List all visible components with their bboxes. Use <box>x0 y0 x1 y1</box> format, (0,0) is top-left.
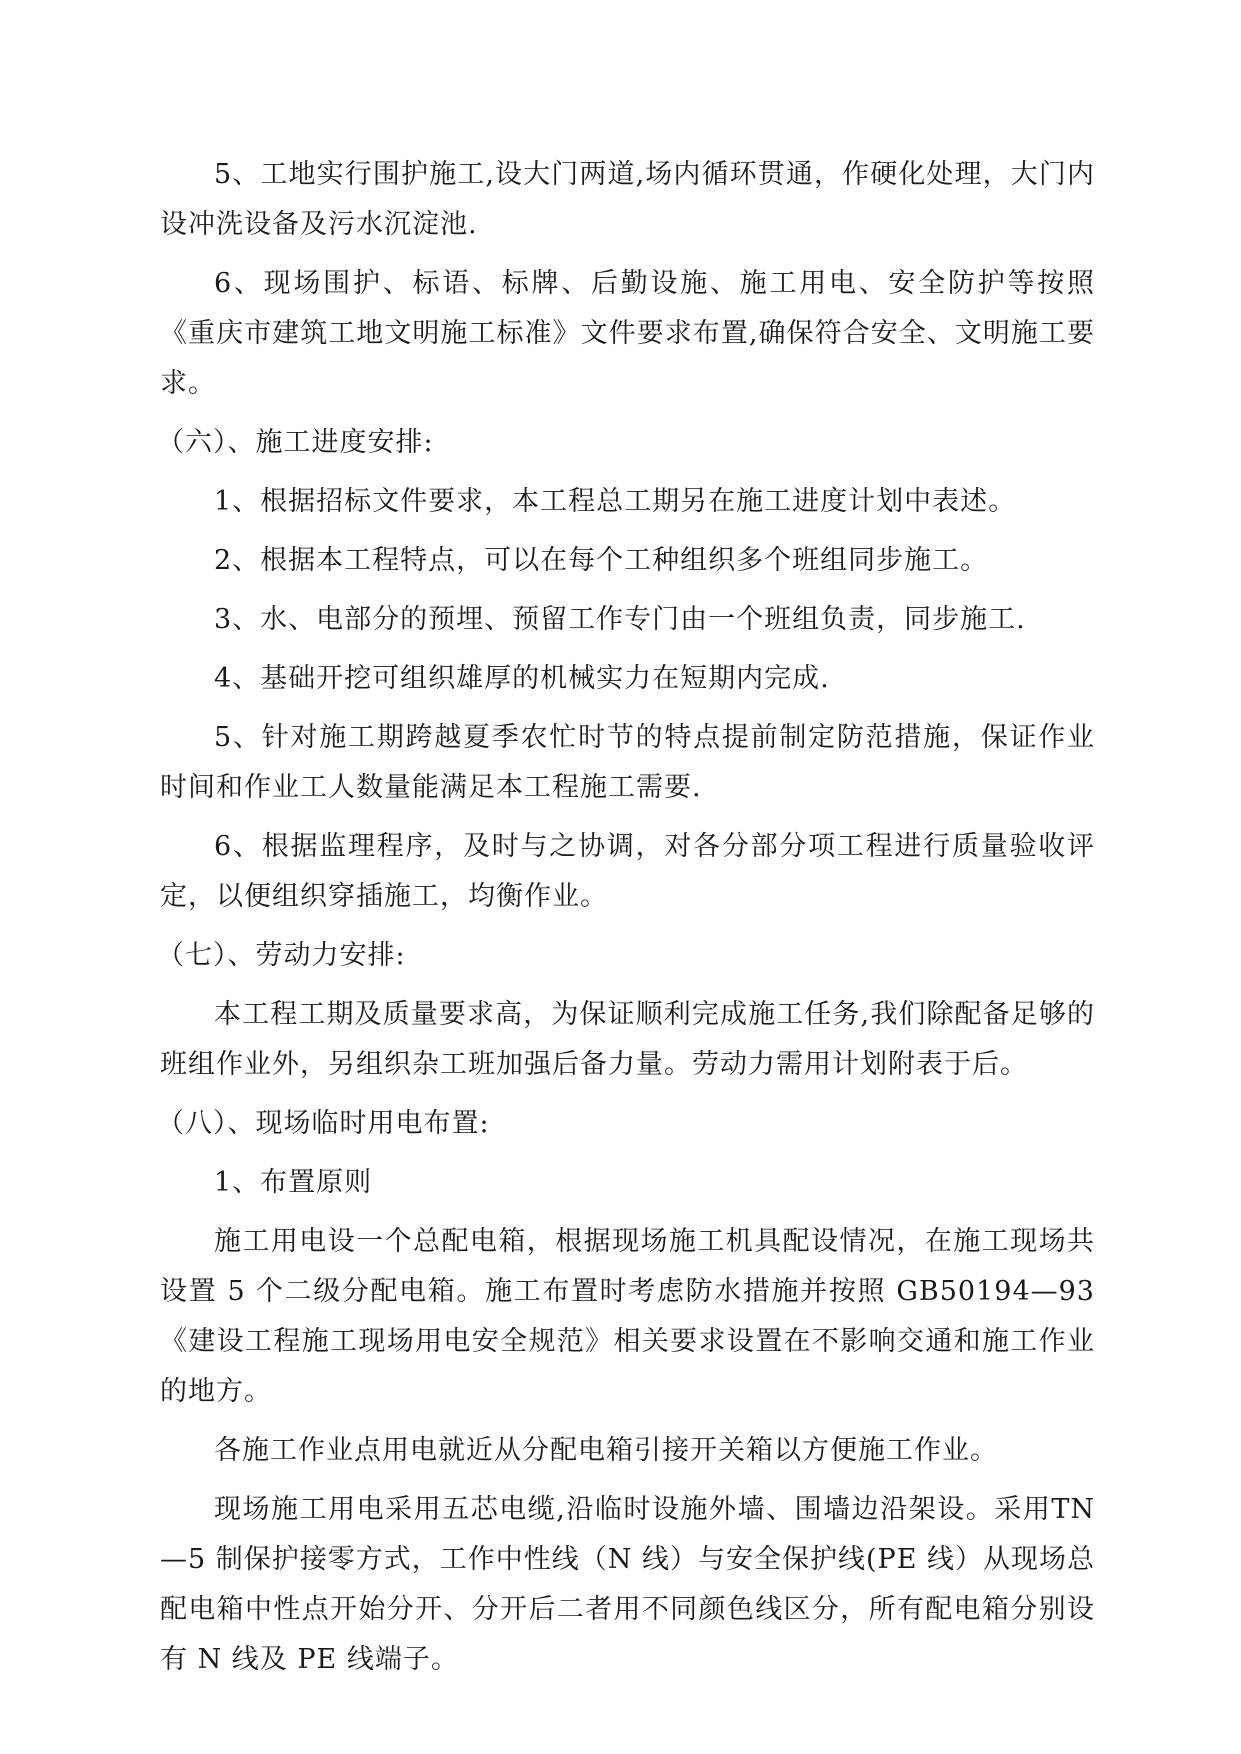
schedule-item-3: 3、水、电部分的预埋、预留工作专门由一个班组负责，同步施工. <box>214 604 1026 635</box>
cable-paragraph: 现场施工用电采用五芯电缆,沿临时设施外墙、围墙边沿架设。采用TN—5 制保护接零方式，工作中性线（N 线）与安全保护线(PE 线）从现场总配电箱中性点开始分开、分开后二者用不同颜色线区分，所有配电箱分别设有 N 线及 PE 线端子。 <box>160 1494 1095 1675</box>
paragraph-item-5: 5、工地实行围护施工,设大门两道,场内循环贯通，作硬化处理，大门内设冲洗设备及污水沉淀池. <box>160 159 1095 240</box>
schedule-item-4: 4、基础开挖可组织雄厚的机械实力在短期内完成. <box>214 663 830 694</box>
schedule-item-6: 6、根据监理程序，及时与之协调，对各分部分项工程进行质量验收评定，以便组织穿插施工，均衡作业。 <box>160 831 1095 912</box>
document-page <box>157 150 1095 1694</box>
schedule-item-5: 5、针对施工期跨越夏季农忙时节的特点提前制定防范措施，保证作业时间和作业工人数量能满足本工程施工需要. <box>160 722 1095 803</box>
schedule-item-2: 2、根据本工程特点，可以在每个工种组织多个班组同步施工。 <box>214 545 989 576</box>
layout-principle-title: 1、布置原则 <box>214 1167 373 1198</box>
section-heading-7: （七）、劳动力安排: <box>157 940 406 971</box>
paragraph-item-6: 6、现场围护、标语、标牌、后勤设施、施工用电、安全防护等按照《重庆市建筑工地文明施工标准》文件要求布置,确保符合安全、文明施工要求。 <box>160 268 1095 399</box>
labor-paragraph: 本工程工期及质量要求高，为保证顺利完成施工任务,我们除配备足够的班组作业外，另组织杂工班加强后备力量。劳动力需用计划附表于后。 <box>160 999 1095 1080</box>
section-heading-6: （六）、施工进度安排: <box>157 427 434 458</box>
power-box-paragraph: 施工用电设一个总配电箱，根据现场施工机具配设情况，在施工现场共设置 5 个二级分配电箱。施工布置时考虑防水措施并按照 GB50194—93《建设工程施工现场用电安全规范》相关要求设置在不影响交通和施工作业的地方。 <box>160 1226 1095 1407</box>
schedule-item-1: 1、根据招标文件要求，本工程总工期另在施工进度计划中表述。 <box>214 486 1017 517</box>
section-heading-8: （八）、现场临时用电布置: <box>157 1108 490 1139</box>
switch-box-paragraph: 各施工作业点用电就近从分配电箱引接开关箱以方便施工作业。 <box>214 1435 998 1466</box>
